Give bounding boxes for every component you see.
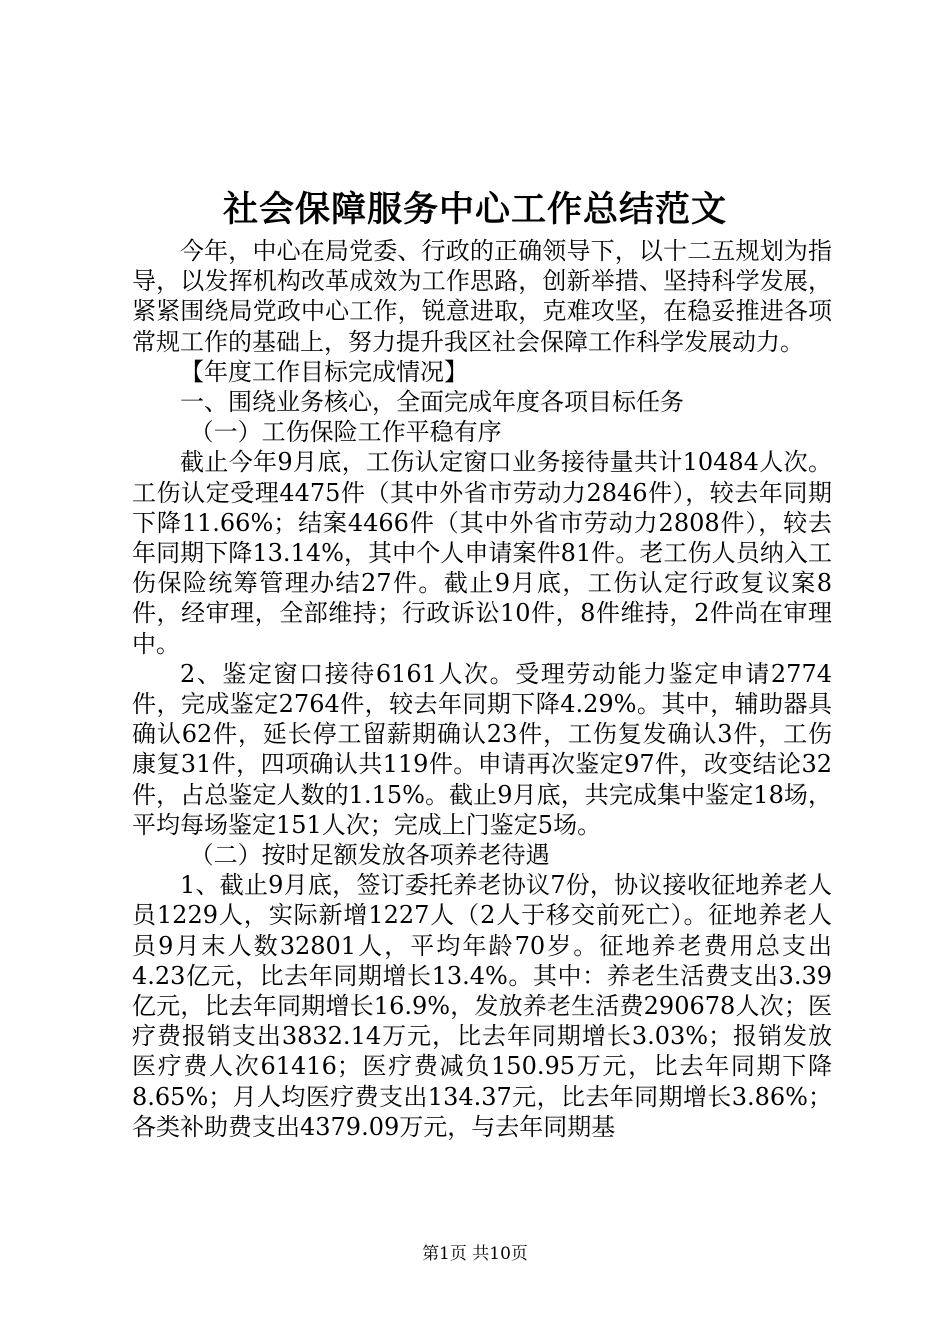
- intro-paragraph: 今年，中心在局党委、行政的正确领导下，以十二五规划为指导，以发挥机构改革成效为工作思路，创新举措、坚持科学发展，紧紧围绕局党政中心工作，锐意进取，克难攻坚，在稳妥推进各项常规工作的基础上，努力提升我区社会保障工作科学发展动力。: [132, 237, 832, 356]
- document-body: [132, 236, 832, 1142]
- body-paragraph: 2、鉴定窗口接待6161人次。受理劳动能力鉴定申请2774件，完成鉴定2764件，较去年同期下降4.29%。其中，辅助器具确认62件，延长停工留薪期确认23件，工伤复发确认3件，工伤康复31件，四项确认共119件。申请再次鉴定97件，改变结论32件，占总鉴定人数的1.15%。截止9月底，共完成集中鉴定18场，平均每场鉴定151人次；完成上门鉴定5场。: [132, 659, 832, 839]
- page-number-footer: 第1页 共10页: [422, 1244, 528, 1264]
- body-paragraph: 截止今年9月底，工伤认定窗口业务接待量共计10484人次。工伤认定受理4475件（其中外省市劳动力2846件），较去年同期下降11.66%；结案4466件（其中外省市劳动力2808件），较去年同期下降13.14%，其中个人申请案件81件。老工伤人员纳入工伤保险统筹管理办结27件。截止9月底，工伤认定行政复议案8件，经审理，全部维持；行政诉讼10件，8件维持，2件尚在审理中。: [132, 448, 832, 658]
- body-paragraph: 1、截止9月底，签订委托养老协议7份，协议接收征地养老人员1229人，实际新增1227人（2人于移交前死亡）。征地养老人员9月末人数32801人，平均年龄70岁。征地养老费用总支出4.23亿元，比去年同期增长13.4%。其中：养老生活费支出3.39亿元，比去年同期增长16.9%，发放养老生活费290678人次；医疗费报销支出3832.14万元，比去年同期增长3.03%；报销发放医疗费人次61416；医疗费减负150.95万元，比去年同期下降8.65%；月人均医疗费支出134.37元，比去年同期增长3.86%；各类补助费支出4379.09万元，与去年同期基: [132, 871, 832, 1141]
- subsection-heading: （一）工伤保险工作平稳有序: [189, 418, 502, 447]
- subsection-heading: （二）按时足额发放各项养老待遇: [189, 841, 550, 870]
- section-label: 【年度工作目标完成情况】: [180, 357, 468, 386]
- page-title: 社会保障服务中心工作总结范文: [222, 189, 727, 230]
- section-heading: 一、围绕业务核心，全面完成年度各项目标任务: [180, 388, 684, 417]
